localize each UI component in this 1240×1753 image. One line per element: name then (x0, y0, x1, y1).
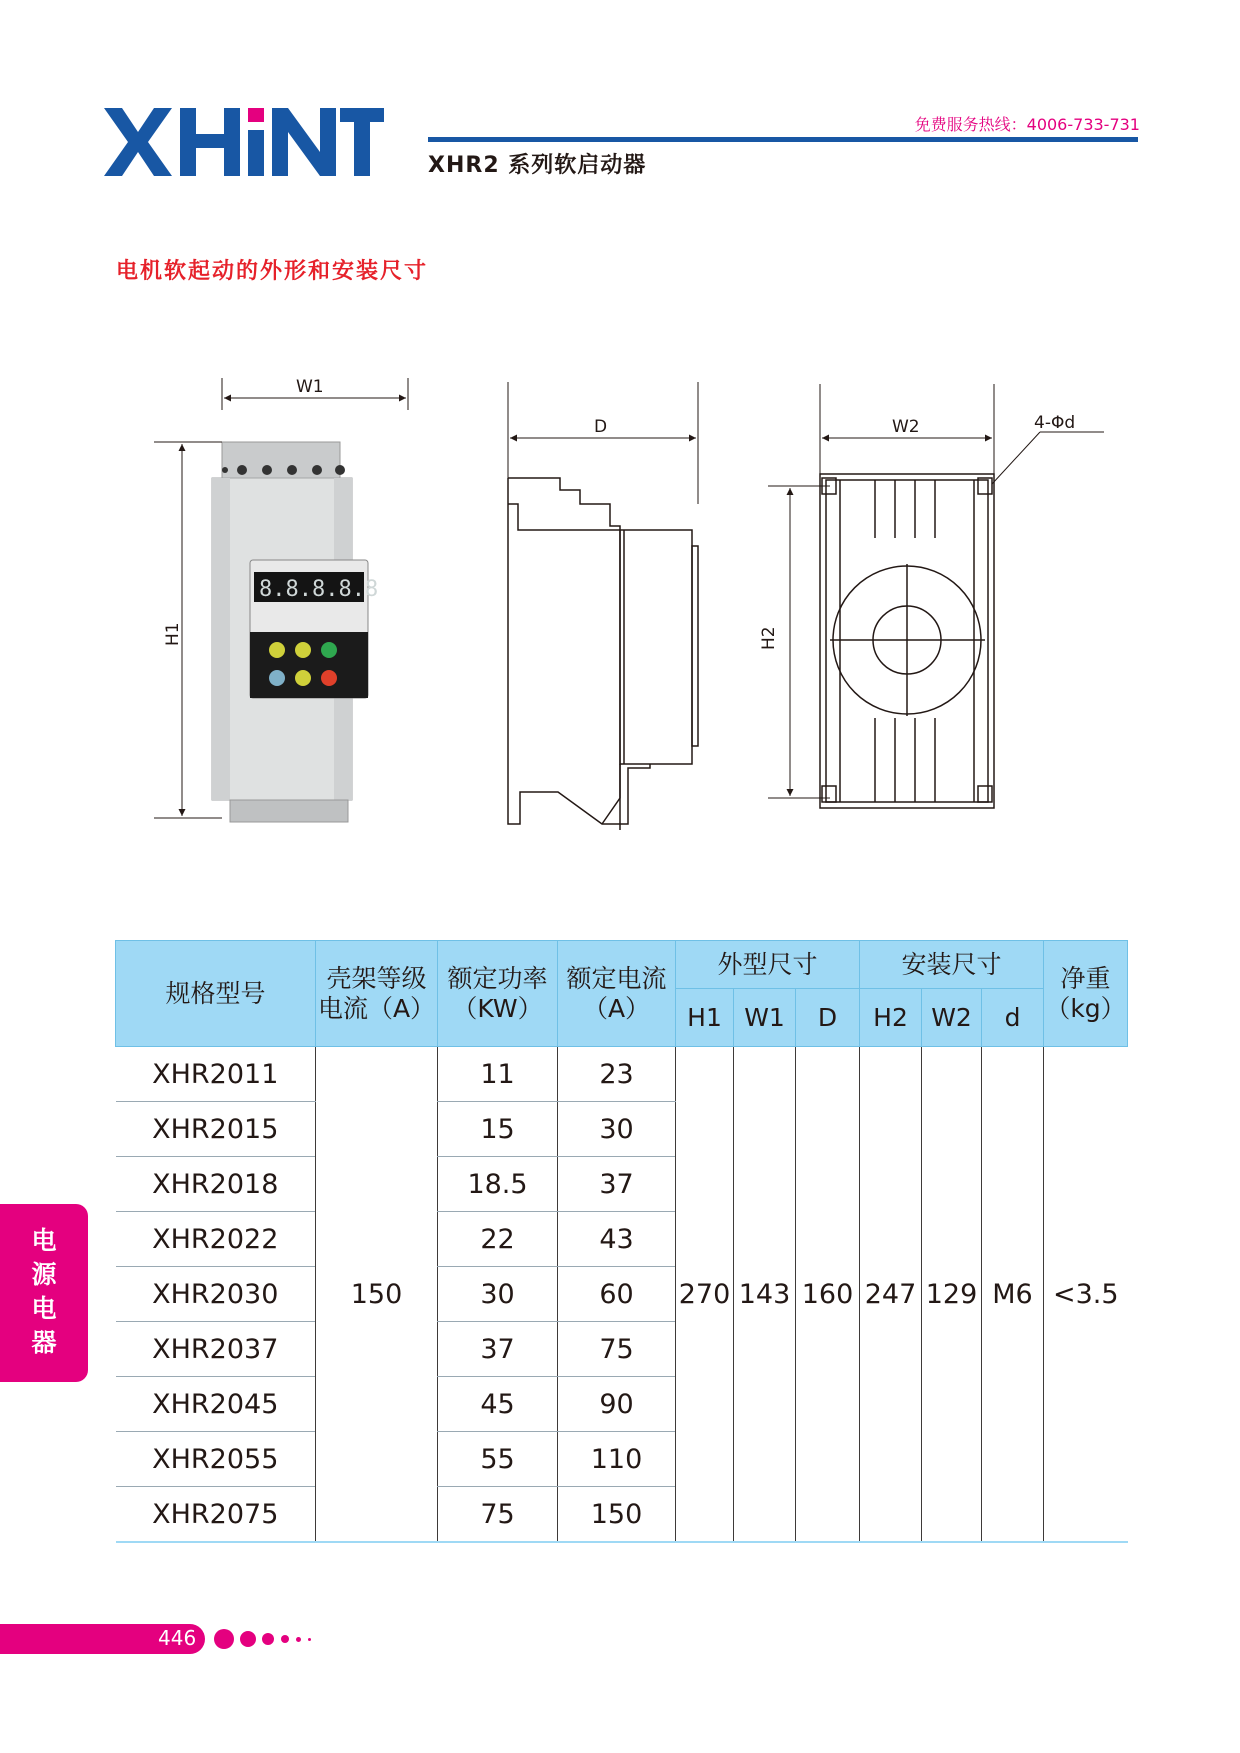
side-tab-char: 电 (31, 1226, 57, 1255)
svg-text:8.8.8.8.8: 8.8.8.8.8 (259, 577, 379, 602)
header-d-small: d (982, 989, 1044, 1047)
decor-dot (296, 1637, 301, 1642)
cell-h1: 270 (676, 1047, 734, 1543)
cell-current: 43 (558, 1212, 676, 1267)
cell-power: 45 (438, 1377, 558, 1432)
page-number: 446 (158, 1626, 197, 1650)
decor-dot (240, 1631, 256, 1647)
header-rated-power: 额定功率 （KW） (438, 941, 558, 1047)
dimension-drawings (140, 378, 1140, 838)
cell-w2: 129 (922, 1047, 982, 1543)
cell-current: 90 (558, 1377, 676, 1432)
header-outline-dims: 外型尺寸 (676, 941, 860, 989)
label-d: D (594, 417, 608, 437)
cell-power: 22 (438, 1212, 558, 1267)
cell-power: 75 (438, 1487, 558, 1543)
side-view (508, 478, 698, 830)
cell-model: XHR2030 (116, 1267, 316, 1322)
header-h1: H1 (676, 989, 734, 1047)
side-tab-char: 器 (31, 1328, 57, 1357)
cell-power: 11 (438, 1047, 558, 1102)
header-rated-current: 额定电流 （A） (558, 941, 676, 1047)
series-title: XHR2 系列软启动器 (428, 153, 647, 178)
label-w2: W2 (892, 417, 920, 437)
section-title: 电机软起动的外形和安装尺寸 (116, 259, 429, 284)
cell-weight: <3.5 (1044, 1047, 1128, 1543)
cell-current: 37 (558, 1157, 676, 1212)
mounting-view (820, 474, 994, 808)
cell-model: XHR2055 (116, 1432, 316, 1487)
cell-model: XHR2075 (116, 1487, 316, 1543)
side-category-tab (0, 1204, 88, 1382)
decor-dot (262, 1633, 274, 1645)
header-install-dims: 安装尺寸 (860, 941, 1044, 989)
cell-power: 18.5 (438, 1157, 558, 1212)
cell-model: XHR2037 (116, 1322, 316, 1377)
cell-current: 75 (558, 1322, 676, 1377)
cell-d-small: M6 (982, 1047, 1044, 1543)
cell-current: 110 (558, 1432, 676, 1487)
header-net-weight: 净重 （kg） (1044, 941, 1128, 1047)
header-model: 规格型号 (116, 941, 316, 1047)
cell-power: 37 (438, 1322, 558, 1377)
cell-h2: 247 (860, 1047, 922, 1543)
header-rule (428, 137, 1138, 142)
cell-model: XHR2018 (116, 1157, 316, 1212)
spec-table (115, 940, 1128, 1543)
cell-power: 55 (438, 1432, 558, 1487)
header-w2: W2 (922, 989, 982, 1047)
decor-dot (214, 1629, 234, 1649)
header-h2: H2 (860, 989, 922, 1047)
cell-model: XHR2045 (116, 1377, 316, 1432)
cell-power: 15 (438, 1102, 558, 1157)
cell-current: 150 (558, 1487, 676, 1543)
cell-current: 23 (558, 1047, 676, 1102)
xhnt-logo (104, 100, 384, 180)
cell-d: 160 (796, 1047, 860, 1543)
header-w1: W1 (734, 989, 796, 1047)
cell-model: XHR2022 (116, 1212, 316, 1267)
table-row (116, 1047, 1128, 1102)
label-h2: H2 (759, 626, 779, 650)
cell-power: 30 (438, 1267, 558, 1322)
cell-current: 30 (558, 1102, 676, 1157)
label-h1: H1 (163, 622, 183, 646)
side-tab-char: 源 (31, 1260, 57, 1289)
side-tab-char: 电 (31, 1294, 57, 1323)
service-hotline: 免费服务热线：4006-733-731 (914, 115, 1140, 134)
cell-model: XHR2011 (116, 1047, 316, 1102)
header-d: D (796, 989, 860, 1047)
cell-model: XHR2015 (116, 1102, 316, 1157)
header-frame-current: 壳架等级 电流（A） (316, 941, 438, 1047)
label-w1: W1 (296, 378, 324, 397)
decor-dot (308, 1638, 311, 1641)
front-view-product (212, 442, 378, 822)
cell-w1: 143 (734, 1047, 796, 1543)
cell-frame-current: 150 (316, 1047, 438, 1543)
decor-dot (281, 1635, 289, 1643)
label-hole: 4-Φd (1034, 413, 1076, 433)
cell-current: 60 (558, 1267, 676, 1322)
